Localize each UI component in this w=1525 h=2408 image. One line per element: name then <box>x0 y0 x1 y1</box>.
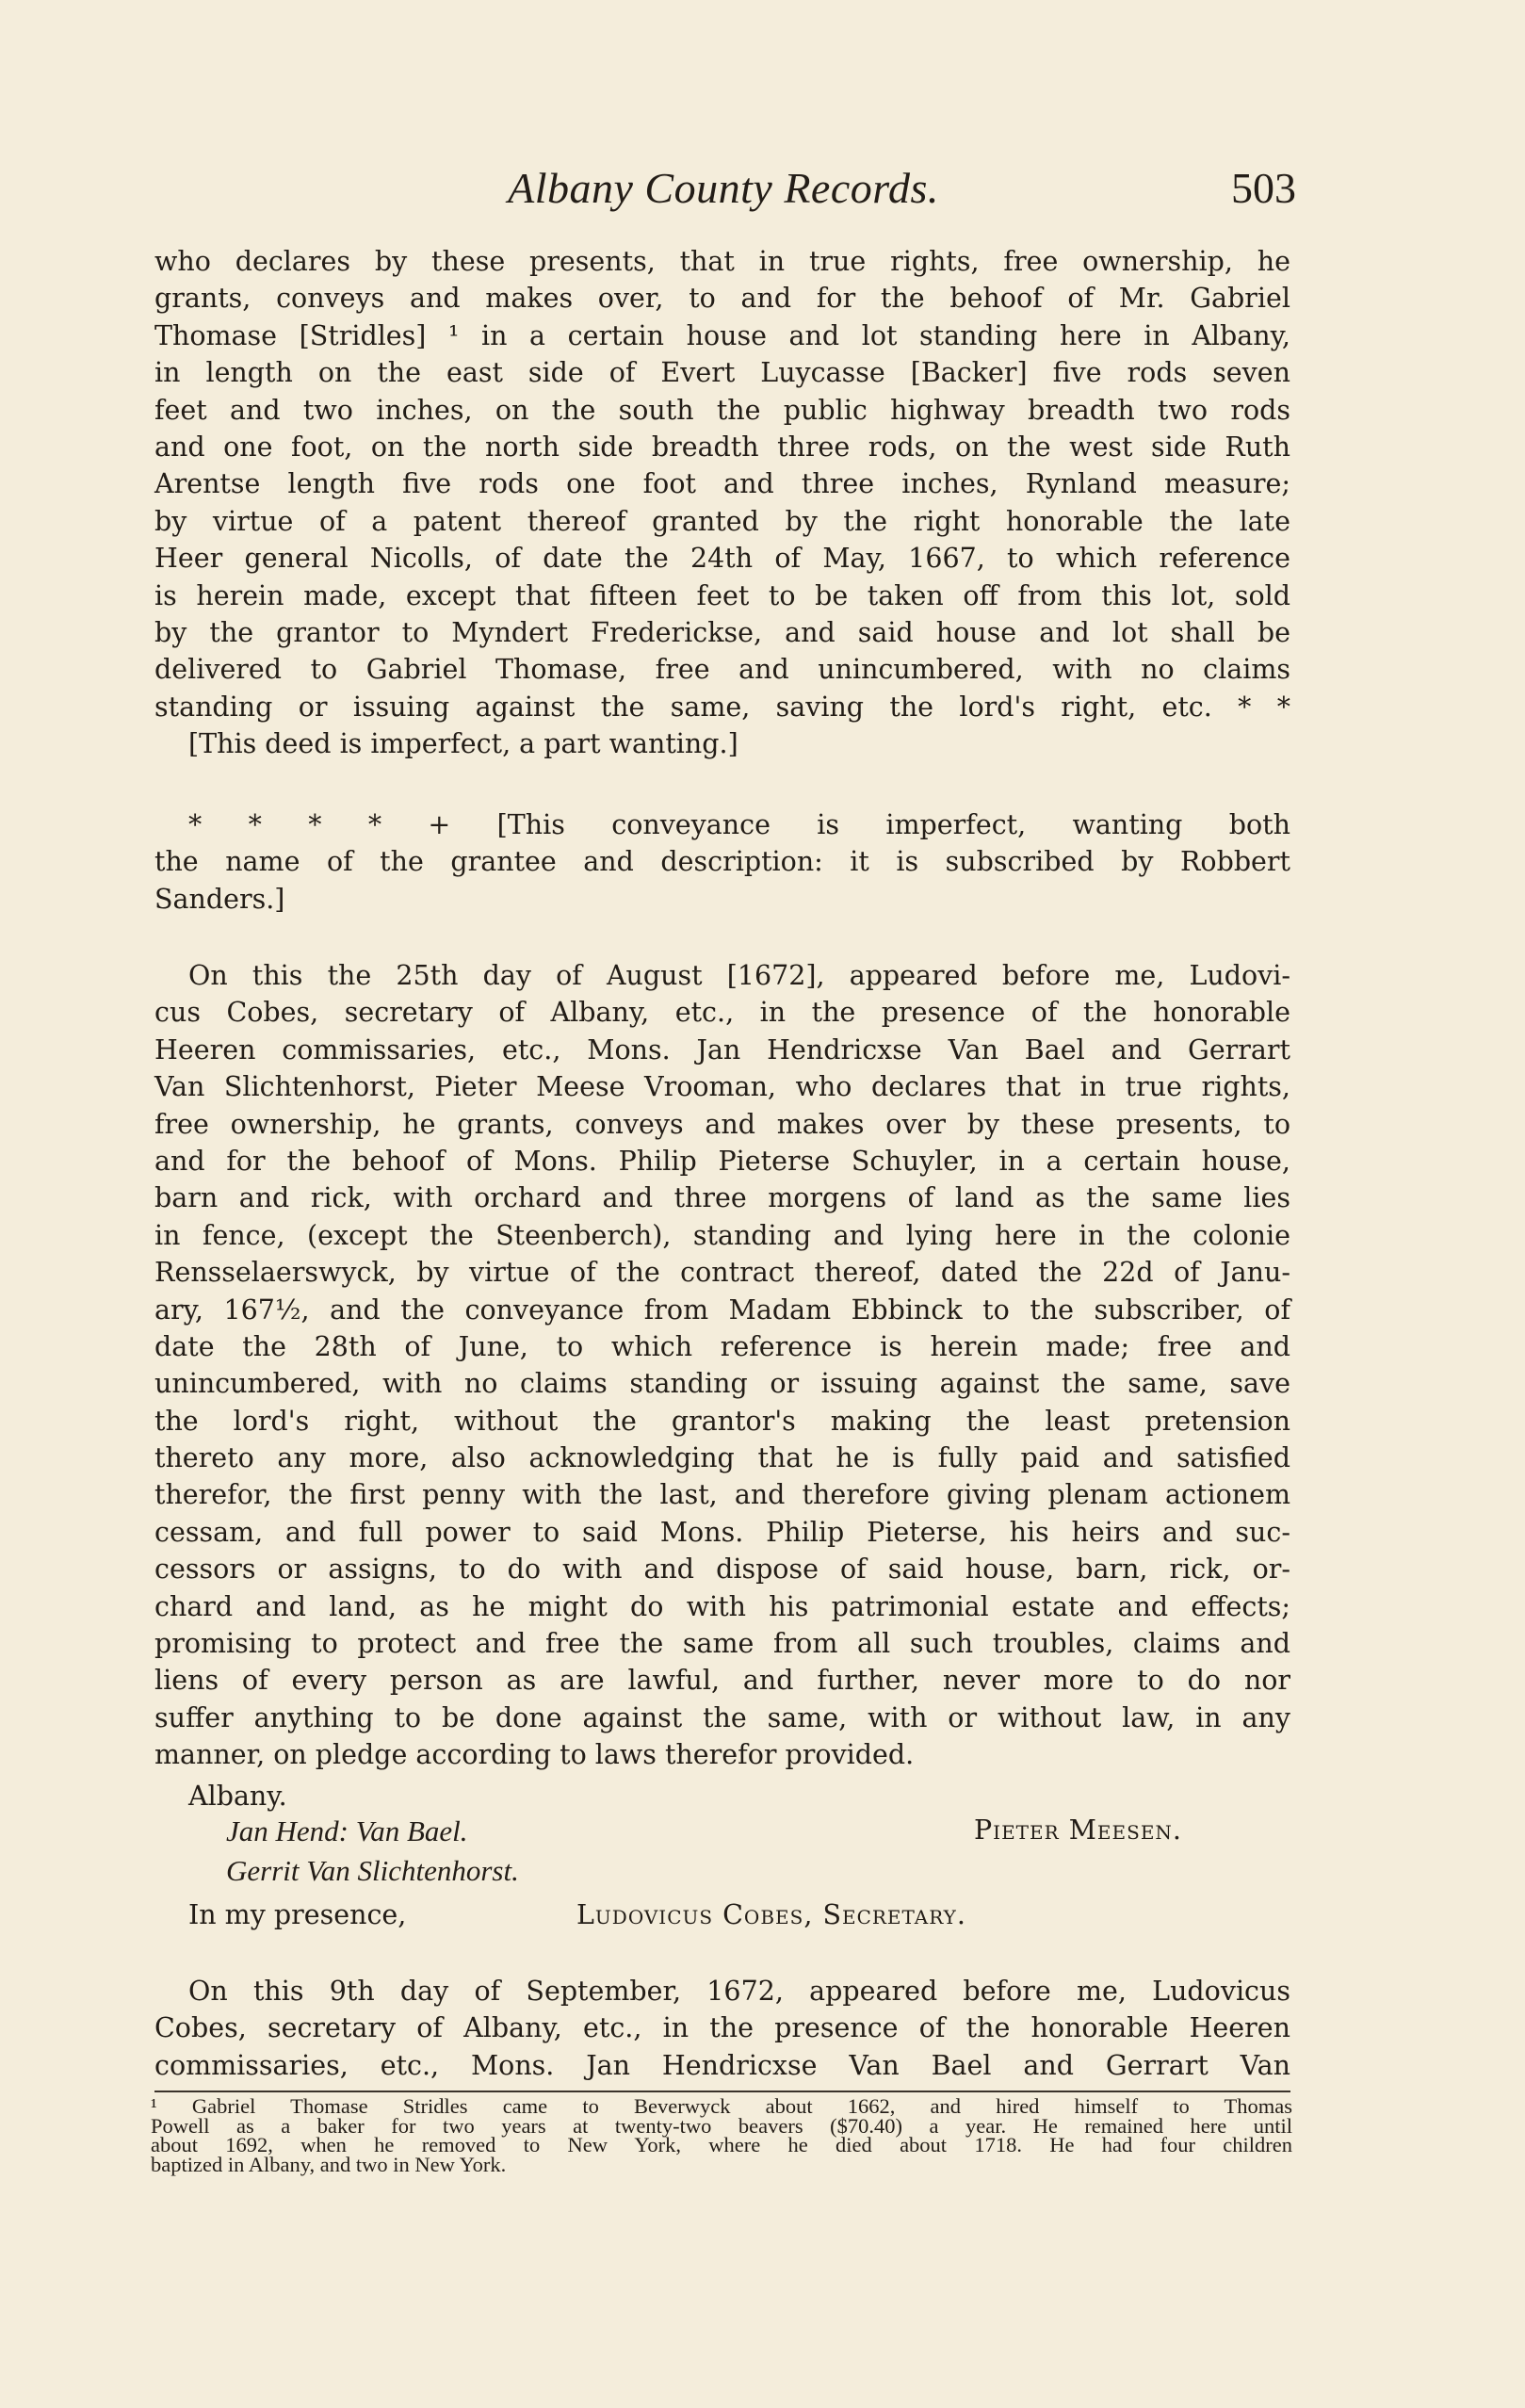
text-line: cessors or assigns, to do with and dispose of said house, barn, rick, or- <box>154 1554 1290 1586</box>
text-line: grants, conveys and makes over, to and for the behoof of Mr. Gabriel <box>154 283 1290 315</box>
page-number: 503 <box>1231 164 1296 212</box>
text-line: cus Cobes, secretary of Albany, etc., in the presence of the honorable <box>154 997 1290 1029</box>
text-line: and one foot, on the north side breadth three rods, on the west side Ruth <box>154 431 1290 463</box>
text-line: On this 9th day of September, 1672, appeared before me, Ludovicus <box>188 1976 1290 2007</box>
text-line: in length on the east side of Evert Luycasse [Backer] five rods seven <box>154 357 1290 389</box>
text-line: standing or issuing against the same, saving the lord's right, etc. * * <box>154 691 1290 723</box>
text-line: liens of every person as are lawful, and further, never more to do nor <box>154 1665 1290 1697</box>
signature-witness-van-slichtenhorst: Gerrit Van Slichtenhorst. <box>226 1854 519 1887</box>
signature-block <box>154 1781 1290 1960</box>
footnote-line: Powell as a baker for two years at twenty-two beavers ($70.40) a year. He remained here until <box>151 2113 1292 2138</box>
footnote <box>151 2094 1292 2176</box>
footnote-line: about 1692, when he removed to New York, where he died about 1718. He had four children <box>151 2133 1292 2156</box>
text-line: Sanders.] <box>154 883 285 915</box>
text-line: promising to protect and free the same from all such troubles, claims and <box>154 1628 1290 1660</box>
text-line: the name of the grantee and description: it is subscribed by Robbert <box>154 846 1290 878</box>
signature-place: Albany. <box>188 1781 287 1812</box>
text-line: in fence, (except the Steenberch), standing and lying here in the colonie <box>154 1219 1290 1251</box>
paragraph-imperfect-conveyance <box>154 806 1290 918</box>
text-line: the lord's right, without the grantor's making the least pretension <box>154 1405 1290 1437</box>
paragraph-deed-gabriel-thomase <box>154 243 1290 762</box>
signature-secretary: Ludovicus Cobes, Secretary. <box>576 1899 966 1930</box>
text-line: free ownership, he grants, conveys and makes over by these presents, to <box>154 1108 1290 1140</box>
text-line: ary, 167½, and the conveyance from Madam Ebbinck to the subscriber, of <box>154 1293 1290 1326</box>
presence-label: In my presence, <box>188 1899 407 1930</box>
text-line: suffer anything to be done against the same, with or without law, in any <box>154 1701 1290 1733</box>
text-line: Rensselaerswyck, by virtue of the contract thereof, dated the 22d of Janu- <box>154 1257 1290 1289</box>
paragraph-deed-pieter-meese-vrooman <box>154 957 1290 1774</box>
text-line: Thomase [Stridles] ¹ in a certain house and lot standing here in Albany, <box>154 319 1290 351</box>
running-head: Albany County Records. <box>508 164 939 212</box>
text-line: On this the 25th day of August [1672], appeared before me, Ludovi- <box>188 960 1290 991</box>
text-line: by the grantor to Myndert Frederickse, and said house and lot shall be <box>154 616 1290 648</box>
text-line: * * * * + [This conveyance is imperfect, wanting both <box>188 809 1290 840</box>
text-line: who declares by these presents, that in true rights, free ownership, he <box>154 246 1290 277</box>
signature-witness-van-bael: Jan Hend: Van Bael. <box>226 1814 468 1847</box>
text-line: cessam, and full power to said Mons. Philip Pieterse, his heirs and suc- <box>154 1516 1290 1548</box>
text-line: chard and land, as he might do with his patrimonial estate and effects; <box>154 1590 1290 1622</box>
signature-pieter-meesen: Pieter Meesen. <box>974 1814 1182 1846</box>
paragraph-september-conveyance <box>154 1973 1290 2084</box>
text-line: Cobes, secretary of Albany, etc., in the presence of the honorable Heeren <box>154 2012 1290 2044</box>
text-line: therefor, the first penny with the last, and therefore giving plenam actionem <box>154 1479 1290 1511</box>
text-line: is herein made, except that fifteen feet to be taken off from this lot, sold <box>154 579 1290 611</box>
text-line: date the 28th of June, to which reference is herein made; free and <box>154 1330 1290 1362</box>
text-line: unincumbered, with no claims standing or issuing against the same, save <box>154 1368 1290 1400</box>
text-line: thereto any more, also acknowledging that he is fully paid and satisfied <box>154 1442 1290 1474</box>
page-header <box>151 162 1296 219</box>
footnote-line: baptized in Albany, and two in New York. <box>151 2152 507 2176</box>
footnote-line: ¹ Gabriel Thomase Stridles came to Beverwyck about 1662, and hired himself to Thomas <box>151 2094 1292 2118</box>
text-line: feet and two inches, on the south the public highway breadth two rods <box>154 394 1290 426</box>
text-line: Van Slichtenhorst, Pieter Meese Vrooman, who declares that in true rights, <box>154 1071 1290 1103</box>
text-line: commissaries, etc., Mons. Jan Hendricxse Van Bael and Gerrart Van <box>154 2049 1290 2081</box>
deed-imperfect-note: [This deed is imperfect, a part wanting.] <box>188 728 738 760</box>
text-line: and for the behoof of Mons. Philip Pieterse Schuyler, in a certain house, <box>154 1145 1290 1177</box>
text-line: Arentse length five rods one foot and three inches, Rynland measure; <box>154 468 1290 500</box>
text-line: by virtue of a patent thereof granted by the right honorable the late <box>154 505 1290 537</box>
footnote-rule <box>154 2091 1290 2092</box>
text-line: barn and rick, with orchard and three morgens of land as the same lies <box>154 1182 1290 1214</box>
text-line: Heeren commissaries, etc., Mons. Jan Hendricxse Van Bael and Gerrart <box>154 1033 1290 1066</box>
text-line: Heer general Nicolls, of date the 24th of May, 1667, to which reference <box>154 543 1290 575</box>
text-line: manner, on pledge according to laws therefor provided. <box>154 1739 915 1771</box>
text-line: delivered to Gabriel Thomase, free and unincumbered, with no claims <box>154 654 1290 686</box>
